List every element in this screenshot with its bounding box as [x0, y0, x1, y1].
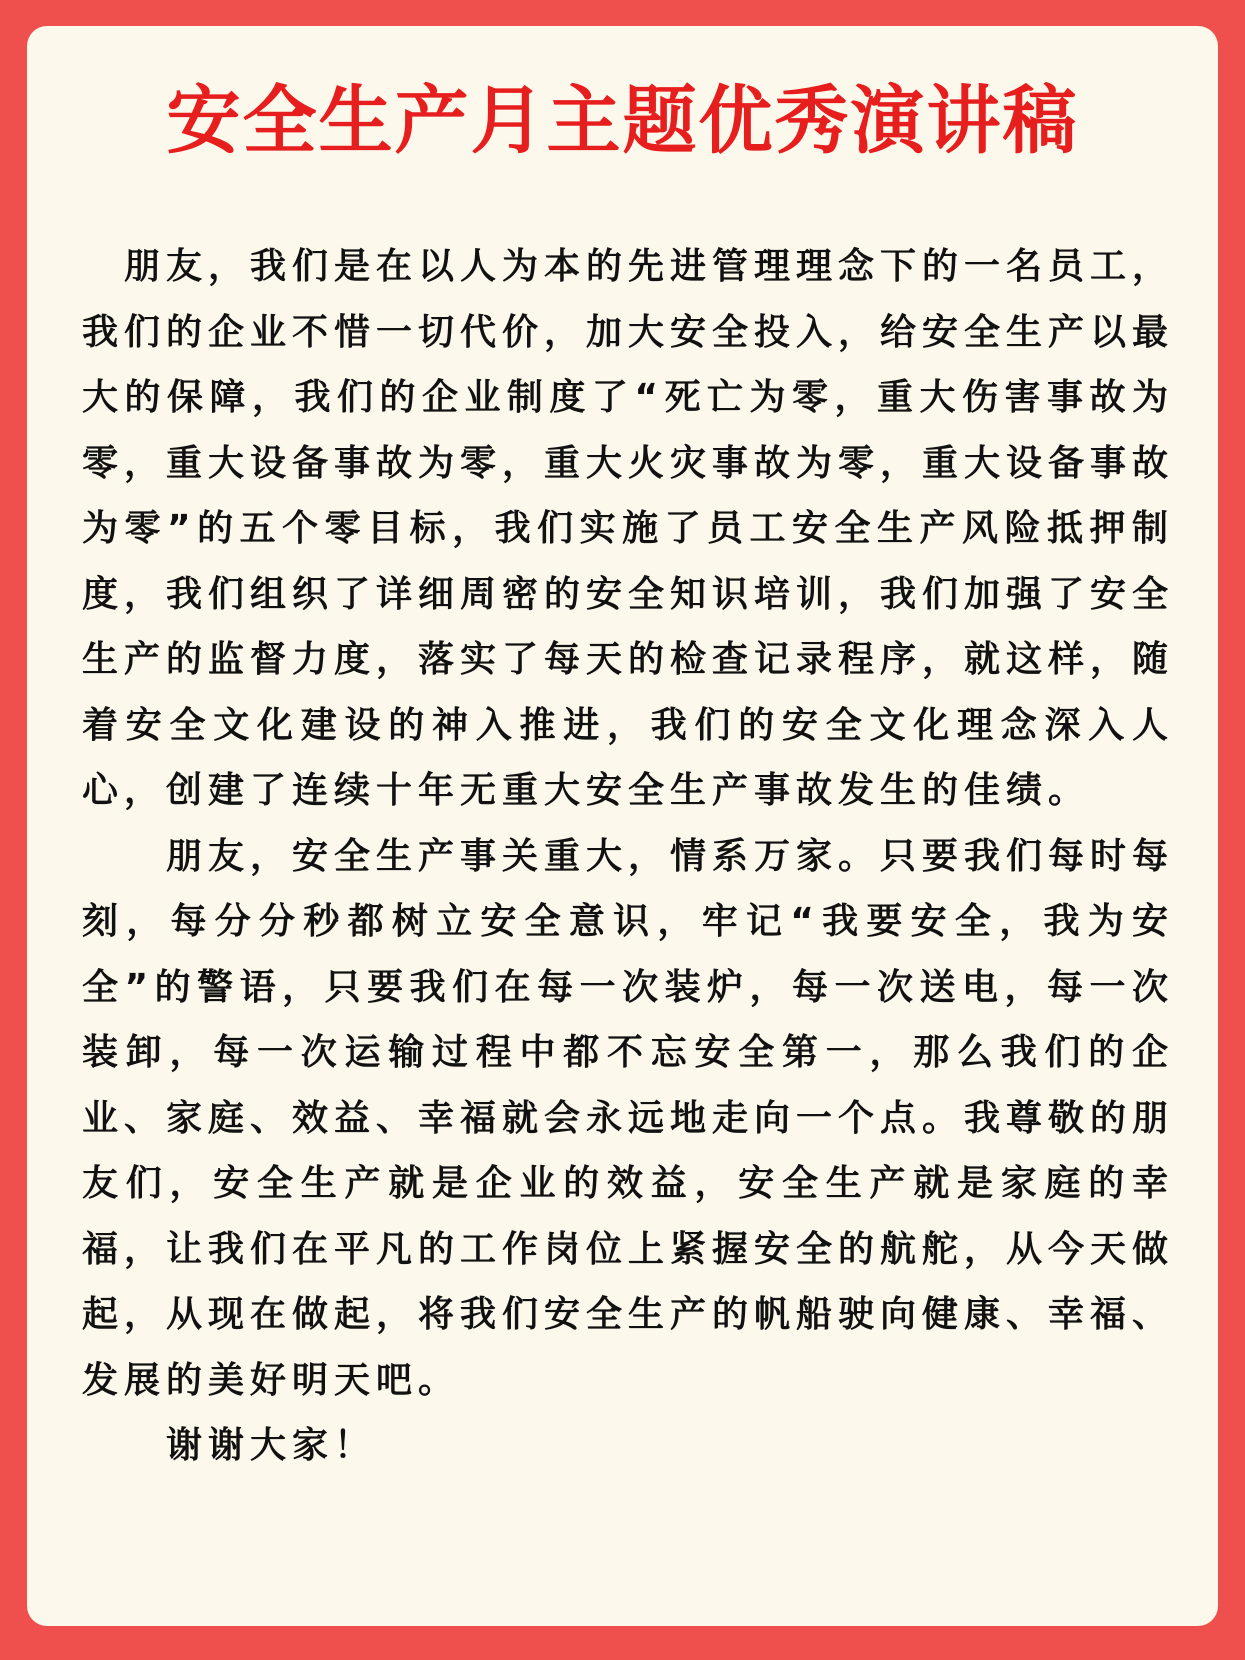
speech-card: [27, 26, 1218, 1626]
page-title: 安全生产月主题优秀演讲稿: [166, 78, 1079, 164]
speech-body: [82, 234, 1174, 1479]
paragraph-2: 朋友，安全生产事关重大，情系万家。只要我们每时每刻，每分分秒都树立安全意识，牢记“我要安全，我为安全”的警语，只要我们在每一次装炉，每一次送电，每一次装卸，每一次运输过程中都不忘安全第一，那么我们的企业、家庭、效益、幸福就会永远地走向一个点。我尊敬的朋友们，安全生产就是企业的效益，安全生产就是家庭的幸福，让我们在平凡的工作岗位上紧握安全的航舵，从今天做起，从现在做起，将我们安全生产的帆船驶向健康、幸福、发展的美好明天吧。: [82, 835, 1175, 1401]
closing-line: 谢谢大家！: [166, 1425, 377, 1466]
paragraph-1: 朋友，我们是在以人为本的先进管理理念下的一名员工，我们的企业不惜一切代价，加大安全投入，给安全生产以最大的保障，我们的企业制度了“死亡为零，重大伤害事故为零，重大设备事故为零，重大火灾事故为零，重大设备事故为零”的五个零目标，我们实施了员工安全生产风险抵押制度，我们组织了详细周密的安全知识培训，我们加强了安全生产的监督力度，落实了每天的检查记录程序，就这样，随着安全文化建设的神入推进，我们的安全文化理念深入人心，创建了连续十年无重大安全生产事故发生的佳绩。: [82, 246, 1175, 811]
